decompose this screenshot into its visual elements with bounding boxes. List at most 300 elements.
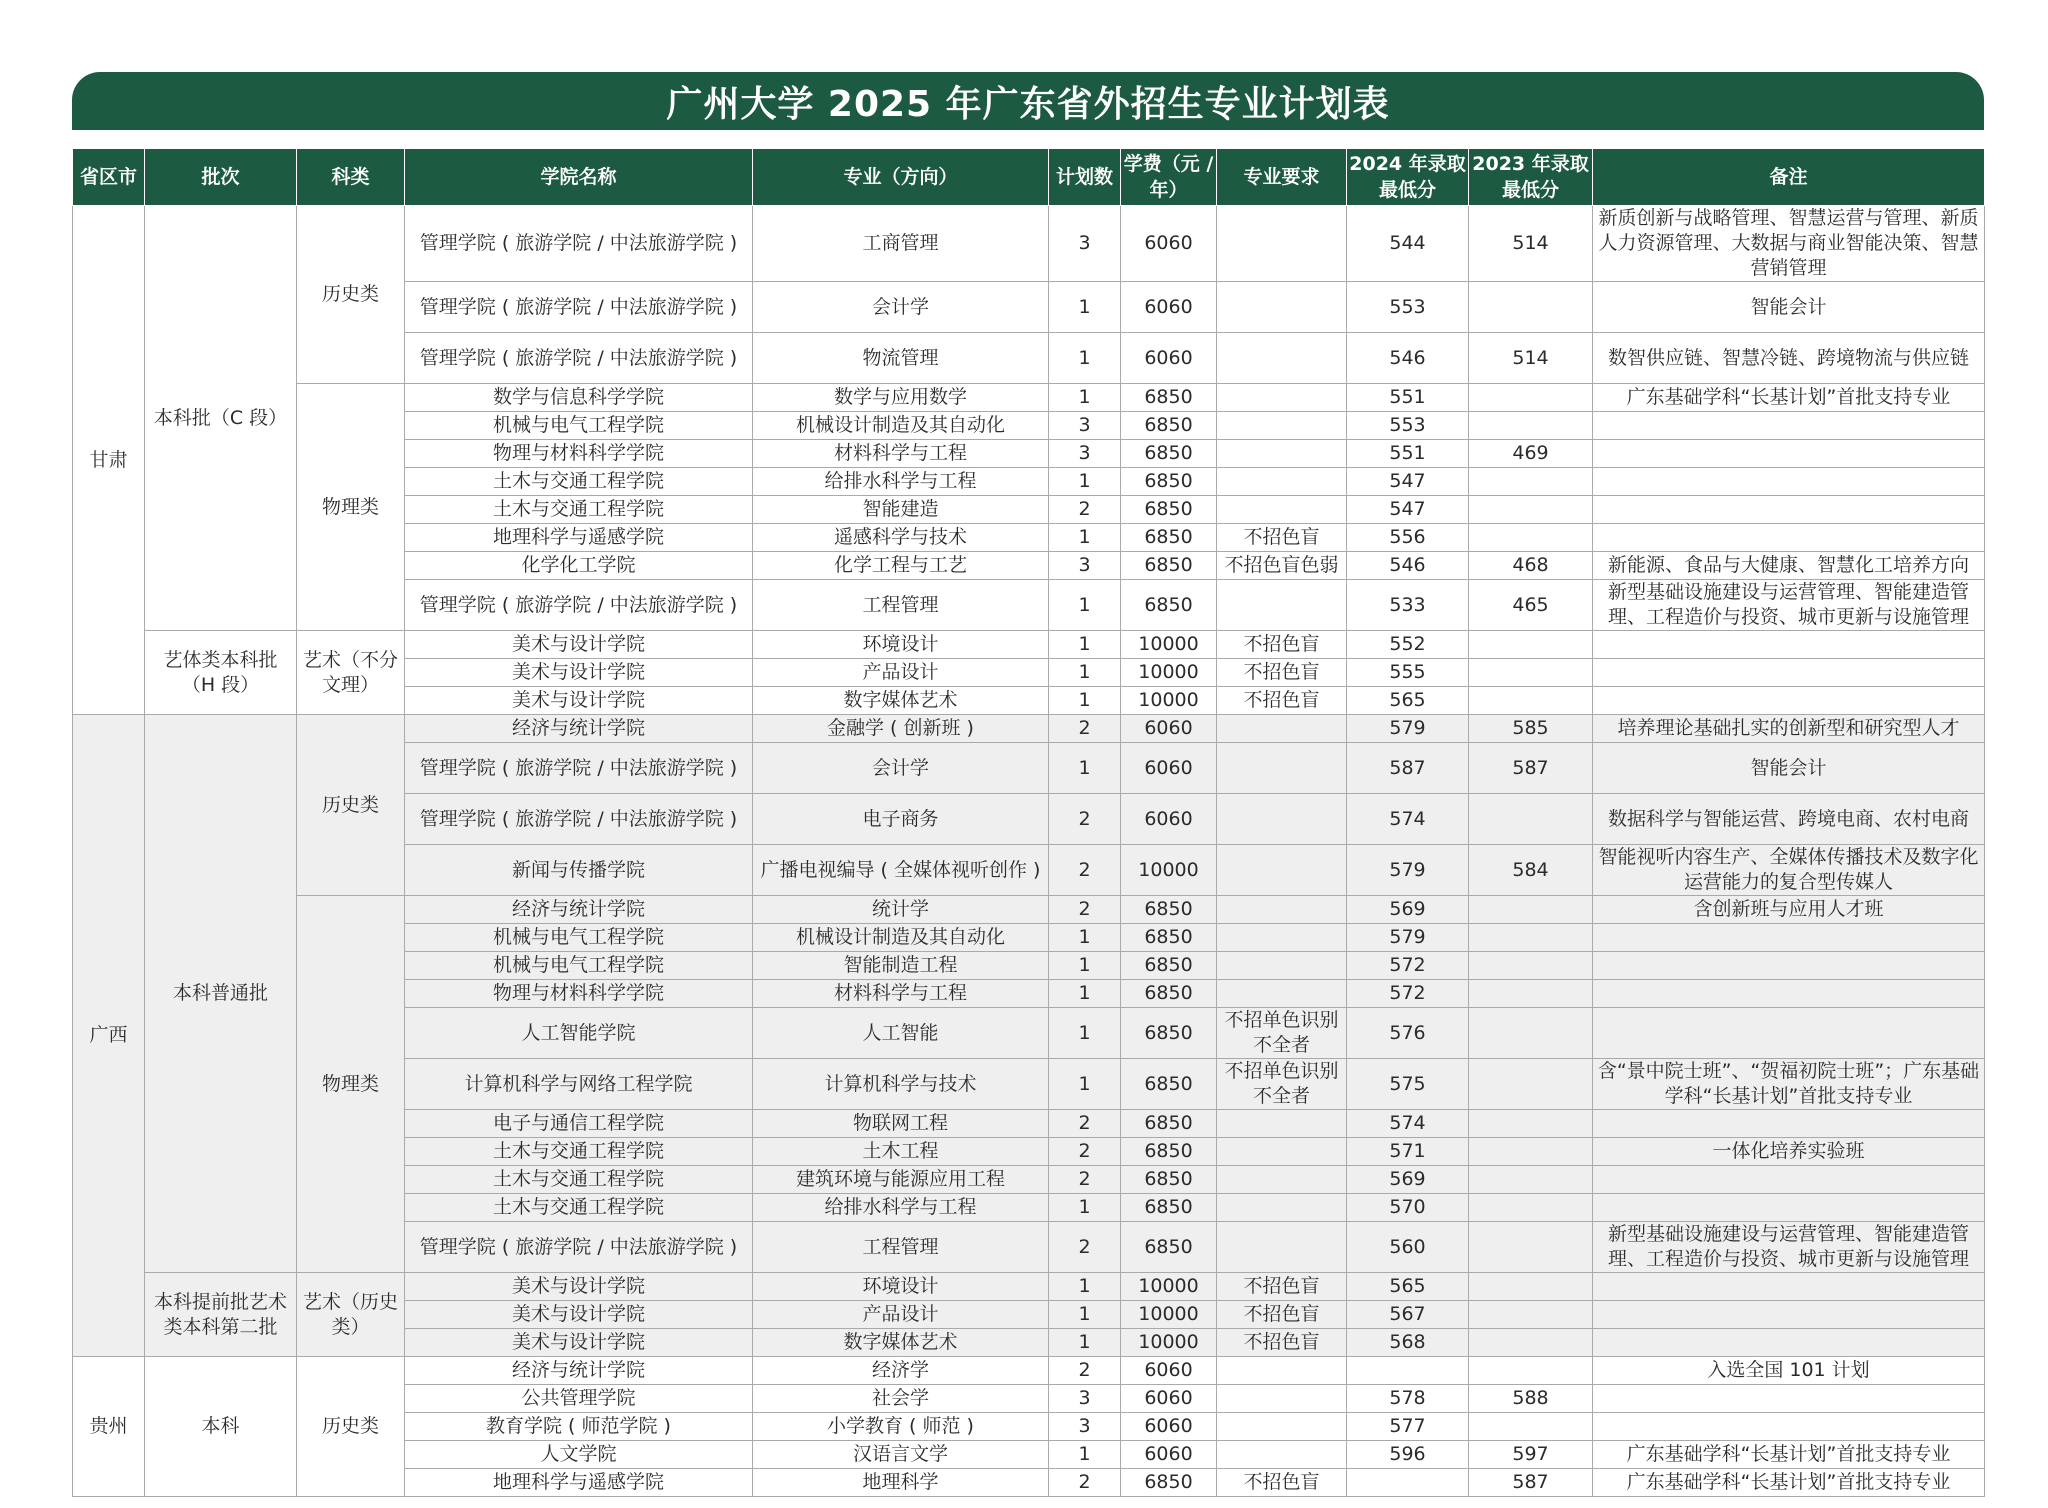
min-score-2024-cell: 569 bbox=[1347, 1166, 1469, 1194]
min-score-2024-cell: 569 bbox=[1347, 896, 1469, 924]
province-cell: 广西 bbox=[73, 715, 145, 1357]
min-score-2024-cell: 565 bbox=[1347, 687, 1469, 715]
note-cell bbox=[1593, 524, 1985, 552]
college-cell: 管理学院 ( 旅游学院 / 中法旅游学院 ) bbox=[405, 282, 753, 333]
plan-count-cell: 1 bbox=[1049, 687, 1121, 715]
college-cell: 电子与通信工程学院 bbox=[405, 1110, 753, 1138]
major-cell: 经济学 bbox=[753, 1357, 1049, 1385]
plan-count-cell: 2 bbox=[1049, 896, 1121, 924]
plan-count-cell: 3 bbox=[1049, 206, 1121, 282]
college-cell: 管理学院 ( 旅游学院 / 中法旅游学院 ) bbox=[405, 333, 753, 384]
section-guizhou bbox=[73, 1357, 1985, 1497]
college-cell: 土木与交通工程学院 bbox=[405, 496, 753, 524]
min-score-2023-cell bbox=[1469, 980, 1593, 1008]
table-row bbox=[73, 715, 1985, 743]
college-cell: 新闻与传播学院 bbox=[405, 845, 753, 896]
plan-count-cell: 2 bbox=[1049, 1110, 1121, 1138]
plan-count-cell: 1 bbox=[1049, 1194, 1121, 1222]
min-score-2024-cell: 574 bbox=[1347, 794, 1469, 845]
requirement-cell bbox=[1217, 384, 1347, 412]
fee-cell: 10000 bbox=[1121, 687, 1217, 715]
major-cell: 建筑环境与能源应用工程 bbox=[753, 1166, 1049, 1194]
plan-count-cell: 1 bbox=[1049, 580, 1121, 631]
min-score-2024-cell: 572 bbox=[1347, 980, 1469, 1008]
college-cell: 人工智能学院 bbox=[405, 1008, 753, 1059]
note-cell: 智能视听内容生产、全媒体传播技术及数字化运营能力的复合型传媒人 bbox=[1593, 845, 1985, 896]
plan-count-cell: 1 bbox=[1049, 524, 1121, 552]
fee-cell: 6060 bbox=[1121, 1357, 1217, 1385]
table-row bbox=[73, 1357, 1985, 1385]
fee-cell: 6850 bbox=[1121, 384, 1217, 412]
min-score-2024-cell: 551 bbox=[1347, 384, 1469, 412]
min-score-2023-cell: 469 bbox=[1469, 440, 1593, 468]
plan-count-cell: 3 bbox=[1049, 440, 1121, 468]
major-cell: 社会学 bbox=[753, 1385, 1049, 1413]
requirement-cell bbox=[1217, 896, 1347, 924]
note-cell: 新型基础设施建设与运营管理、智能建造管理、工程造价与投资、城市更新与设施管理 bbox=[1593, 1222, 1985, 1273]
college-cell: 管理学院 ( 旅游学院 / 中法旅游学院 ) bbox=[405, 206, 753, 282]
college-cell: 美术与设计学院 bbox=[405, 687, 753, 715]
requirement-cell bbox=[1217, 496, 1347, 524]
college-cell: 化学化工学院 bbox=[405, 552, 753, 580]
fee-cell: 10000 bbox=[1121, 1273, 1217, 1301]
fee-cell: 6060 bbox=[1121, 206, 1217, 282]
min-score-2023-cell bbox=[1469, 1357, 1593, 1385]
major-cell: 计算机科学与技术 bbox=[753, 1059, 1049, 1110]
header-plan: 计划数 bbox=[1049, 149, 1121, 206]
requirement-cell bbox=[1217, 794, 1347, 845]
fee-cell: 6060 bbox=[1121, 743, 1217, 794]
min-score-2023-cell bbox=[1469, 1138, 1593, 1166]
requirement-cell bbox=[1217, 1110, 1347, 1138]
min-score-2023-cell bbox=[1469, 794, 1593, 845]
major-cell: 工程管理 bbox=[753, 1222, 1049, 1273]
min-score-2024-cell bbox=[1347, 1469, 1469, 1497]
min-score-2024-cell: 556 bbox=[1347, 524, 1469, 552]
note-cell bbox=[1593, 1413, 1985, 1441]
plan-count-cell: 1 bbox=[1049, 468, 1121, 496]
min-score-2023-cell: 588 bbox=[1469, 1385, 1593, 1413]
plan-count-cell: 2 bbox=[1049, 1357, 1121, 1385]
college-cell: 美术与设计学院 bbox=[405, 1273, 753, 1301]
major-cell: 会计学 bbox=[753, 743, 1049, 794]
min-score-2023-cell bbox=[1469, 659, 1593, 687]
plan-count-cell: 1 bbox=[1049, 1329, 1121, 1357]
fee-cell: 6850 bbox=[1121, 1166, 1217, 1194]
note-cell bbox=[1593, 687, 1985, 715]
min-score-2023-cell bbox=[1469, 1166, 1593, 1194]
table-row bbox=[73, 1273, 1985, 1301]
requirement-cell: 不招色盲 bbox=[1217, 1469, 1347, 1497]
major-cell: 产品设计 bbox=[753, 1301, 1049, 1329]
college-cell: 机械与电气工程学院 bbox=[405, 952, 753, 980]
min-score-2023-cell bbox=[1469, 282, 1593, 333]
major-cell: 统计学 bbox=[753, 896, 1049, 924]
fee-cell: 6850 bbox=[1121, 1222, 1217, 1273]
major-cell: 材料科学与工程 bbox=[753, 440, 1049, 468]
min-score-2024-cell: 553 bbox=[1347, 412, 1469, 440]
min-score-2024-cell: 576 bbox=[1347, 1008, 1469, 1059]
batch-cell: 本科 bbox=[145, 1357, 297, 1497]
subject-cell: 艺术（历史类） bbox=[297, 1273, 405, 1357]
college-cell: 管理学院 ( 旅游学院 / 中法旅游学院 ) bbox=[405, 794, 753, 845]
requirement-cell bbox=[1217, 743, 1347, 794]
fee-cell: 10000 bbox=[1121, 845, 1217, 896]
fee-cell: 6850 bbox=[1121, 524, 1217, 552]
major-cell: 广播电视编导 ( 全媒体视听创作 ) bbox=[753, 845, 1049, 896]
requirement-cell bbox=[1217, 1357, 1347, 1385]
fee-cell: 6850 bbox=[1121, 552, 1217, 580]
requirement-cell bbox=[1217, 412, 1347, 440]
note-cell: 含“景中院士班”、“贺福初院士班”；广东基础学科“长基计划”首批支持专业 bbox=[1593, 1059, 1985, 1110]
requirement-cell: 不招色盲 bbox=[1217, 524, 1347, 552]
note-cell bbox=[1593, 496, 1985, 524]
plan-count-cell: 1 bbox=[1049, 631, 1121, 659]
major-cell: 智能制造工程 bbox=[753, 952, 1049, 980]
section-guangxi bbox=[73, 715, 1985, 1357]
major-cell: 工商管理 bbox=[753, 206, 1049, 282]
fee-cell: 6850 bbox=[1121, 980, 1217, 1008]
fee-cell: 6060 bbox=[1121, 715, 1217, 743]
fee-cell: 6060 bbox=[1121, 1441, 1217, 1469]
plan-count-cell: 2 bbox=[1049, 845, 1121, 896]
min-score-2024-cell: 577 bbox=[1347, 1413, 1469, 1441]
requirement-cell: 不招色盲 bbox=[1217, 631, 1347, 659]
min-score-2024-cell: 547 bbox=[1347, 496, 1469, 524]
fee-cell: 6850 bbox=[1121, 1110, 1217, 1138]
requirement-cell bbox=[1217, 924, 1347, 952]
major-cell: 会计学 bbox=[753, 282, 1049, 333]
requirement-cell: 不招色盲 bbox=[1217, 1273, 1347, 1301]
requirement-cell: 不招色盲 bbox=[1217, 1301, 1347, 1329]
note-cell bbox=[1593, 1194, 1985, 1222]
note-cell bbox=[1593, 1385, 1985, 1413]
college-cell: 物理与材料科学学院 bbox=[405, 440, 753, 468]
min-score-2024-cell: 567 bbox=[1347, 1301, 1469, 1329]
note-cell: 含创新班与应用人才班 bbox=[1593, 896, 1985, 924]
fee-cell: 6060 bbox=[1121, 1413, 1217, 1441]
subject-cell: 物理类 bbox=[297, 384, 405, 631]
province-cell: 甘肃 bbox=[73, 206, 145, 715]
page-title: 广州大学 2025 年广东省外招生专业计划表 bbox=[72, 72, 1984, 130]
college-cell: 数学与信息科学学院 bbox=[405, 384, 753, 412]
fee-cell: 6850 bbox=[1121, 440, 1217, 468]
min-score-2023-cell bbox=[1469, 1008, 1593, 1059]
note-cell bbox=[1593, 1301, 1985, 1329]
fee-cell: 6850 bbox=[1121, 1008, 1217, 1059]
college-cell: 土木与交通工程学院 bbox=[405, 1138, 753, 1166]
requirement-cell bbox=[1217, 206, 1347, 282]
min-score-2023-cell: 584 bbox=[1469, 845, 1593, 896]
note-cell: 新质创新与战略管理、智慧运营与管理、新质人力资源管理、大数据与商业智能决策、智慧营销管理 bbox=[1593, 206, 1985, 282]
requirement-cell: 不招单色识别不全者 bbox=[1217, 1059, 1347, 1110]
requirement-cell bbox=[1217, 580, 1347, 631]
header-min-2024: 2024 年录取最低分 bbox=[1347, 149, 1469, 206]
major-cell: 环境设计 bbox=[753, 631, 1049, 659]
plan-count-cell: 1 bbox=[1049, 384, 1121, 412]
college-cell: 美术与设计学院 bbox=[405, 631, 753, 659]
major-cell: 汉语言文学 bbox=[753, 1441, 1049, 1469]
plan-count-cell: 3 bbox=[1049, 1385, 1121, 1413]
min-score-2023-cell bbox=[1469, 1301, 1593, 1329]
college-cell: 教育学院 ( 师范学院 ) bbox=[405, 1413, 753, 1441]
note-cell bbox=[1593, 1008, 1985, 1059]
college-cell: 人文学院 bbox=[405, 1441, 753, 1469]
college-cell: 管理学院 ( 旅游学院 / 中法旅游学院 ) bbox=[405, 743, 753, 794]
college-cell: 经济与统计学院 bbox=[405, 715, 753, 743]
fee-cell: 6850 bbox=[1121, 1059, 1217, 1110]
min-score-2024-cell: 572 bbox=[1347, 952, 1469, 980]
fee-cell: 6850 bbox=[1121, 896, 1217, 924]
major-cell: 工程管理 bbox=[753, 580, 1049, 631]
min-score-2024-cell: 579 bbox=[1347, 924, 1469, 952]
note-cell bbox=[1593, 1329, 1985, 1357]
header-province: 省区市 bbox=[73, 149, 145, 206]
note-cell: 广东基础学科“长基计划”首批支持专业 bbox=[1593, 1441, 1985, 1469]
header-min-2023: 2023 年录取最低分 bbox=[1469, 149, 1593, 206]
major-cell: 数字媒体艺术 bbox=[753, 1329, 1049, 1357]
note-cell bbox=[1593, 412, 1985, 440]
batch-cell: 艺体类本科批（H 段） bbox=[145, 631, 297, 715]
college-cell: 机械与电气工程学院 bbox=[405, 412, 753, 440]
min-score-2023-cell: 585 bbox=[1469, 715, 1593, 743]
header-batch: 批次 bbox=[145, 149, 297, 206]
min-score-2024-cell: 568 bbox=[1347, 1329, 1469, 1357]
note-cell: 广东基础学科“长基计划”首批支持专业 bbox=[1593, 1469, 1985, 1497]
major-cell: 电子商务 bbox=[753, 794, 1049, 845]
plan-count-cell: 2 bbox=[1049, 1166, 1121, 1194]
major-cell: 地理科学 bbox=[753, 1469, 1049, 1497]
plan-count-cell: 2 bbox=[1049, 496, 1121, 524]
requirement-cell bbox=[1217, 952, 1347, 980]
requirement-cell bbox=[1217, 440, 1347, 468]
plan-count-cell: 3 bbox=[1049, 552, 1121, 580]
min-score-2024-cell: 555 bbox=[1347, 659, 1469, 687]
fee-cell: 6850 bbox=[1121, 1138, 1217, 1166]
min-score-2024-cell: 552 bbox=[1347, 631, 1469, 659]
college-cell: 美术与设计学院 bbox=[405, 1301, 753, 1329]
table-row bbox=[73, 384, 1985, 412]
min-score-2024-cell: 579 bbox=[1347, 845, 1469, 896]
batch-cell: 本科提前批艺术类本科第二批 bbox=[145, 1273, 297, 1357]
subject-cell: 历史类 bbox=[297, 1357, 405, 1497]
requirement-cell bbox=[1217, 1222, 1347, 1273]
note-cell: 广东基础学科“长基计划”首批支持专业 bbox=[1593, 384, 1985, 412]
requirement-cell bbox=[1217, 1166, 1347, 1194]
subject-cell: 物理类 bbox=[297, 896, 405, 1273]
fee-cell: 10000 bbox=[1121, 659, 1217, 687]
college-cell: 物理与材料科学学院 bbox=[405, 980, 753, 1008]
min-score-2023-cell: 514 bbox=[1469, 206, 1593, 282]
major-cell: 智能建造 bbox=[753, 496, 1049, 524]
fee-cell: 6850 bbox=[1121, 412, 1217, 440]
min-score-2023-cell bbox=[1469, 1110, 1593, 1138]
min-score-2024-cell: 551 bbox=[1347, 440, 1469, 468]
requirement-cell bbox=[1217, 468, 1347, 496]
plan-count-cell: 1 bbox=[1049, 952, 1121, 980]
note-cell: 智能会计 bbox=[1593, 743, 1985, 794]
min-score-2024-cell: 570 bbox=[1347, 1194, 1469, 1222]
major-cell: 人工智能 bbox=[753, 1008, 1049, 1059]
table-header bbox=[73, 149, 1985, 206]
note-cell: 智能会计 bbox=[1593, 282, 1985, 333]
major-cell: 土木工程 bbox=[753, 1138, 1049, 1166]
requirement-cell bbox=[1217, 1138, 1347, 1166]
major-cell: 物联网工程 bbox=[753, 1110, 1049, 1138]
min-score-2024-cell: 596 bbox=[1347, 1441, 1469, 1469]
min-score-2024-cell: 574 bbox=[1347, 1110, 1469, 1138]
min-score-2024-cell: 579 bbox=[1347, 715, 1469, 743]
plan-count-cell: 1 bbox=[1049, 1008, 1121, 1059]
min-score-2024-cell: 544 bbox=[1347, 206, 1469, 282]
min-score-2024-cell: 553 bbox=[1347, 282, 1469, 333]
table-row bbox=[73, 206, 1985, 282]
min-score-2023-cell bbox=[1469, 952, 1593, 980]
college-cell: 土木与交通工程学院 bbox=[405, 1194, 753, 1222]
requirement-cell bbox=[1217, 1385, 1347, 1413]
college-cell: 美术与设计学院 bbox=[405, 1329, 753, 1357]
note-cell: 数据科学与智能运营、跨境电商、农村电商 bbox=[1593, 794, 1985, 845]
fee-cell: 6850 bbox=[1121, 924, 1217, 952]
header-requirement: 专业要求 bbox=[1217, 149, 1347, 206]
requirement-cell bbox=[1217, 845, 1347, 896]
batch-cell: 本科批（C 段） bbox=[145, 206, 297, 631]
note-cell bbox=[1593, 440, 1985, 468]
fee-cell: 6060 bbox=[1121, 794, 1217, 845]
college-cell: 经济与统计学院 bbox=[405, 1357, 753, 1385]
major-cell: 环境设计 bbox=[753, 1273, 1049, 1301]
requirement-cell: 不招色盲 bbox=[1217, 1329, 1347, 1357]
college-cell: 经济与统计学院 bbox=[405, 896, 753, 924]
note-cell bbox=[1593, 1110, 1985, 1138]
min-score-2024-cell: 547 bbox=[1347, 468, 1469, 496]
fee-cell: 6850 bbox=[1121, 1194, 1217, 1222]
note-cell bbox=[1593, 468, 1985, 496]
requirement-cell bbox=[1217, 1441, 1347, 1469]
min-score-2023-cell bbox=[1469, 1222, 1593, 1273]
header-fee: 学费（元 / 年） bbox=[1121, 149, 1217, 206]
min-score-2023-cell bbox=[1469, 496, 1593, 524]
plan-count-cell: 1 bbox=[1049, 1059, 1121, 1110]
requirement-cell bbox=[1217, 980, 1347, 1008]
college-cell: 公共管理学院 bbox=[405, 1385, 753, 1413]
major-cell: 机械设计制造及其自动化 bbox=[753, 412, 1049, 440]
major-cell: 化学工程与工艺 bbox=[753, 552, 1049, 580]
college-cell: 地理科学与遥感学院 bbox=[405, 1469, 753, 1497]
subject-cell: 历史类 bbox=[297, 206, 405, 384]
requirement-cell bbox=[1217, 715, 1347, 743]
fee-cell: 6060 bbox=[1121, 333, 1217, 384]
min-score-2024-cell: 575 bbox=[1347, 1059, 1469, 1110]
major-cell: 给排水科学与工程 bbox=[753, 1194, 1049, 1222]
fee-cell: 10000 bbox=[1121, 1301, 1217, 1329]
note-cell: 新能源、食品与大健康、智慧化工培养方向 bbox=[1593, 552, 1985, 580]
min-score-2023-cell bbox=[1469, 1413, 1593, 1441]
note-cell bbox=[1593, 1273, 1985, 1301]
college-cell: 土木与交通工程学院 bbox=[405, 1166, 753, 1194]
fee-cell: 6060 bbox=[1121, 1385, 1217, 1413]
min-score-2023-cell bbox=[1469, 896, 1593, 924]
min-score-2024-cell bbox=[1347, 1357, 1469, 1385]
requirement-cell: 不招单色识别不全者 bbox=[1217, 1008, 1347, 1059]
min-score-2023-cell bbox=[1469, 468, 1593, 496]
major-cell: 产品设计 bbox=[753, 659, 1049, 687]
table-row bbox=[73, 631, 1985, 659]
note-cell bbox=[1593, 631, 1985, 659]
fee-cell: 6850 bbox=[1121, 1469, 1217, 1497]
requirement-cell bbox=[1217, 1194, 1347, 1222]
note-cell: 一体化培养实验班 bbox=[1593, 1138, 1985, 1166]
note-cell: 入选全国 101 计划 bbox=[1593, 1357, 1985, 1385]
min-score-2023-cell: 468 bbox=[1469, 552, 1593, 580]
requirement-cell bbox=[1217, 333, 1347, 384]
min-score-2024-cell: 533 bbox=[1347, 580, 1469, 631]
min-score-2023-cell bbox=[1469, 924, 1593, 952]
min-score-2023-cell bbox=[1469, 1329, 1593, 1357]
major-cell: 物流管理 bbox=[753, 333, 1049, 384]
header-college: 学院名称 bbox=[405, 149, 753, 206]
note-cell: 培养理论基础扎实的创新型和研究型人才 bbox=[1593, 715, 1985, 743]
admission-plan-table bbox=[72, 148, 1985, 1497]
min-score-2024-cell: 560 bbox=[1347, 1222, 1469, 1273]
province-cell: 贵州 bbox=[73, 1357, 145, 1497]
college-cell: 计算机科学与网络工程学院 bbox=[405, 1059, 753, 1110]
major-cell: 数字媒体艺术 bbox=[753, 687, 1049, 715]
college-cell: 美术与设计学院 bbox=[405, 659, 753, 687]
plan-count-cell: 2 bbox=[1049, 1138, 1121, 1166]
min-score-2023-cell bbox=[1469, 1194, 1593, 1222]
plan-count-cell: 1 bbox=[1049, 1273, 1121, 1301]
section-gansu bbox=[73, 206, 1985, 715]
college-cell: 土木与交通工程学院 bbox=[405, 468, 753, 496]
min-score-2024-cell: 571 bbox=[1347, 1138, 1469, 1166]
fee-cell: 10000 bbox=[1121, 631, 1217, 659]
plan-count-cell: 1 bbox=[1049, 333, 1121, 384]
plan-count-cell: 2 bbox=[1049, 1469, 1121, 1497]
major-cell: 给排水科学与工程 bbox=[753, 468, 1049, 496]
min-score-2023-cell: 514 bbox=[1469, 333, 1593, 384]
min-score-2024-cell: 578 bbox=[1347, 1385, 1469, 1413]
plan-count-cell: 1 bbox=[1049, 1441, 1121, 1469]
header-subject: 科类 bbox=[297, 149, 405, 206]
note-cell bbox=[1593, 924, 1985, 952]
subject-cell: 历史类 bbox=[297, 715, 405, 896]
major-cell: 小学教育 ( 师范 ) bbox=[753, 1413, 1049, 1441]
min-score-2024-cell: 587 bbox=[1347, 743, 1469, 794]
requirement-cell: 不招色盲 bbox=[1217, 687, 1347, 715]
requirement-cell bbox=[1217, 282, 1347, 333]
plan-count-cell: 1 bbox=[1049, 1301, 1121, 1329]
min-score-2023-cell: 597 bbox=[1469, 1441, 1593, 1469]
plan-count-cell: 3 bbox=[1049, 412, 1121, 440]
plan-count-cell: 1 bbox=[1049, 659, 1121, 687]
requirement-cell bbox=[1217, 1413, 1347, 1441]
note-cell bbox=[1593, 1166, 1985, 1194]
college-cell: 管理学院 ( 旅游学院 / 中法旅游学院 ) bbox=[405, 1222, 753, 1273]
note-cell bbox=[1593, 952, 1985, 980]
note-cell: 新型基础设施建设与运营管理、智能建造管理、工程造价与投资、城市更新与设施管理 bbox=[1593, 580, 1985, 631]
plan-count-cell: 2 bbox=[1049, 715, 1121, 743]
plan-count-cell: 1 bbox=[1049, 924, 1121, 952]
note-cell bbox=[1593, 980, 1985, 1008]
major-cell: 金融学 ( 创新班 ) bbox=[753, 715, 1049, 743]
major-cell: 数学与应用数学 bbox=[753, 384, 1049, 412]
requirement-cell: 不招色盲 bbox=[1217, 659, 1347, 687]
min-score-2024-cell: 565 bbox=[1347, 1273, 1469, 1301]
min-score-2023-cell bbox=[1469, 631, 1593, 659]
min-score-2023-cell: 587 bbox=[1469, 1469, 1593, 1497]
plan-count-cell: 2 bbox=[1049, 1222, 1121, 1273]
